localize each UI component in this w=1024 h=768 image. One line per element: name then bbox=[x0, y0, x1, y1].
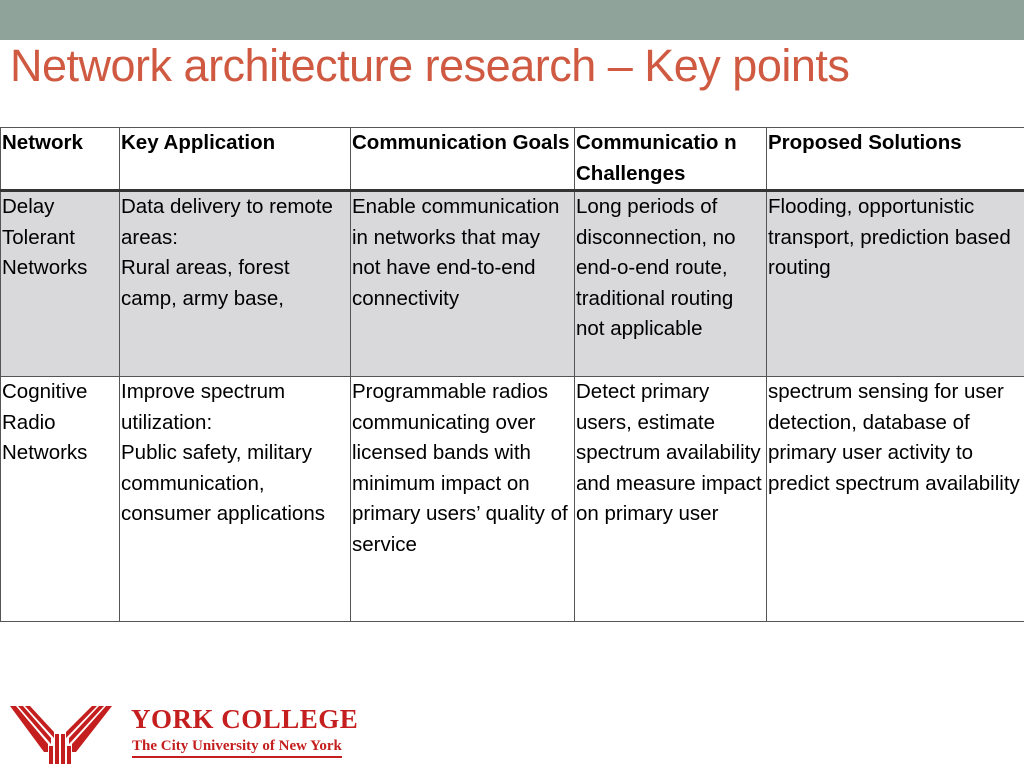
cell-key-application: Improve spectrum utilization: Public safety, military communication, consumer applications bbox=[120, 377, 351, 622]
table-row bbox=[1, 191, 1024, 377]
key-points-table bbox=[0, 127, 1024, 622]
cell-key-application: Data delivery to remote areas: Rural areas, forest camp, army base, bbox=[120, 191, 351, 377]
table-row bbox=[1, 377, 1024, 622]
header-key-application: Key Application bbox=[120, 128, 351, 191]
york-college-logo-icon bbox=[8, 704, 114, 766]
cell-proposed-solutions: Flooding, opportunistic transport, prediction based routing bbox=[767, 191, 1024, 377]
college-name: YORK COLLEGE bbox=[131, 704, 359, 734]
cell-network: Cognitive Radio Networks bbox=[1, 377, 120, 622]
header-network: Network bbox=[1, 128, 120, 191]
table-header-row bbox=[1, 128, 1024, 191]
header-proposed-solutions: Proposed Solutions bbox=[767, 128, 1024, 191]
cell-communication-challenges: Long periods of disconnection, no end-o-end route, traditional routing not applicable bbox=[575, 191, 767, 377]
cell-communication-challenges: Detect primary users, estimate spectrum availability and measure impact on primary user bbox=[575, 377, 767, 622]
cell-communication-goals: Programmable radios communicating over licensed bands with minimum impact on primary users’ quality of service bbox=[351, 377, 575, 622]
college-subtitle: The City University of New York bbox=[132, 737, 342, 758]
cell-network: Delay Tolerant Networks bbox=[1, 191, 120, 377]
slide-title: Network architecture research – Key points bbox=[10, 40, 850, 91]
cell-communication-goals: Enable communication in networks that may not have end-to-end connectivity bbox=[351, 191, 575, 377]
header-communication-challenges: Communicatio n Challenges bbox=[575, 128, 767, 191]
york-college-logo bbox=[8, 700, 388, 768]
header-communication-goals: Communication Goals bbox=[351, 128, 575, 191]
top-color-band bbox=[0, 0, 1024, 40]
cell-proposed-solutions: spectrum sensing for user detection, database of primary user activity to predict spectrum availability bbox=[767, 377, 1024, 622]
